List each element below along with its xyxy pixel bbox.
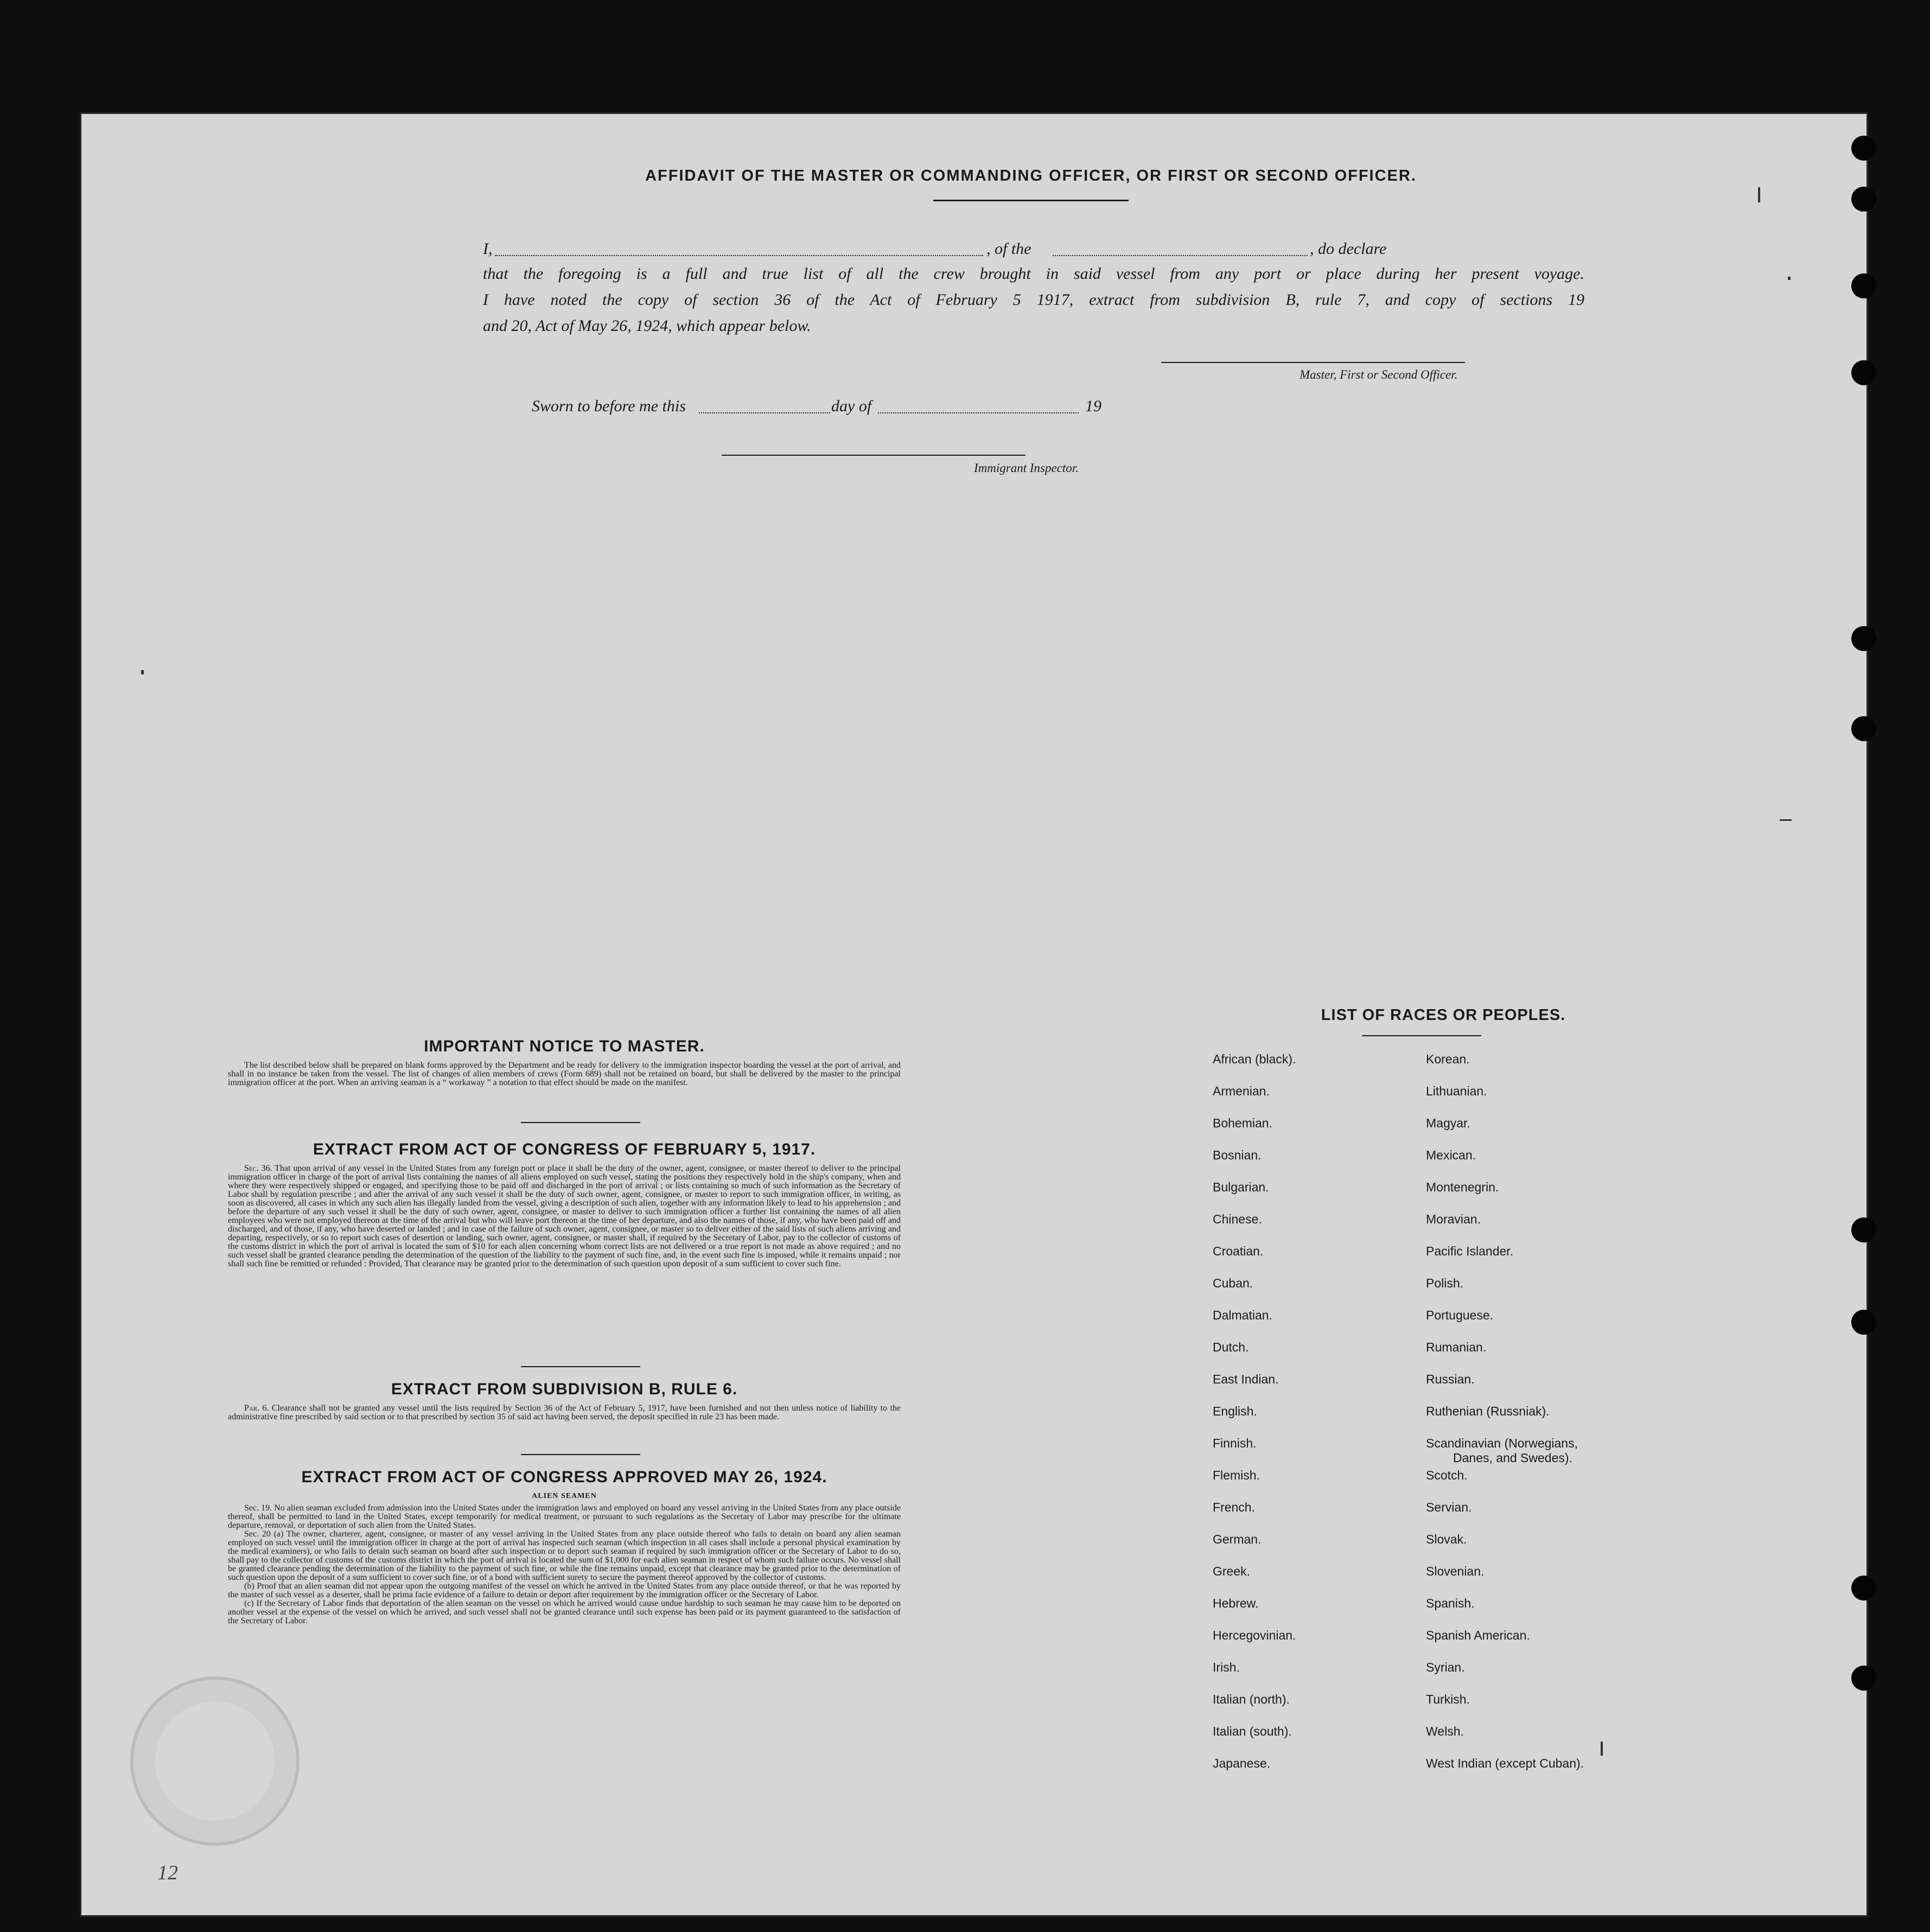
- section-divider: [521, 1454, 640, 1455]
- extract-1924-text: [228, 1504, 901, 1625]
- sworn-label: Sworn to before me this: [532, 397, 686, 415]
- race-item: Pacific Islander.: [1426, 1244, 1514, 1258]
- race-item: Turkish.: [1426, 1692, 1470, 1706]
- extract-rule-title: EXTRACT FROM SUBDIVISION B, RULE 6.: [391, 1380, 738, 1398]
- race-item: Portuguese.: [1426, 1308, 1494, 1322]
- day-of-label: day of: [831, 397, 872, 415]
- extract-1917-section-label: Sec. 36.: [244, 1164, 272, 1173]
- declarant-name-line: [495, 255, 983, 256]
- race-item: Rumanian.: [1426, 1340, 1487, 1354]
- section-20c-paragraph: (c) If the Secretary of Labor finds that deportation of the alien seaman on the vessel on which he arrived would cause undue hardship to such seaman he may cause him to be deported on another vessel at the expense of the vessel on which he arrived, and such vessel shall not be granted clearance until such expense has been paid or its payment guaranteed to the satisfaction of the Secretary of Labor.: [228, 1599, 901, 1625]
- race-item: Korean.: [1426, 1052, 1470, 1066]
- punch-hole: [1851, 360, 1876, 385]
- race-item: Chinese.: [1213, 1212, 1262, 1226]
- extract-1917-text: [228, 1164, 901, 1268]
- extract-rule-par-label: Par. 6.: [244, 1404, 269, 1413]
- race-item: Bulgarian.: [1213, 1180, 1269, 1194]
- punch-hole: [1851, 716, 1876, 741]
- race-item: Polish.: [1426, 1276, 1464, 1290]
- extract-1917-paragraph: [228, 1164, 901, 1268]
- race-item: Hercegovinian.: [1213, 1628, 1296, 1642]
- extract-1917-title: EXTRACT FROM ACT OF CONGRESS OF FEBRUARY 5, 1917.: [313, 1140, 816, 1158]
- race-item: Hebrew.: [1213, 1596, 1259, 1610]
- scan-speck: [1780, 819, 1792, 821]
- race-item: Armenian.: [1213, 1084, 1270, 1098]
- races-title-underline: [1362, 1035, 1481, 1036]
- race-item: Spanish American.: [1426, 1628, 1530, 1642]
- race-item: English.: [1213, 1404, 1257, 1418]
- extract-rule-paragraph: [228, 1404, 901, 1421]
- scan-speck: [1758, 187, 1760, 202]
- extract-1917-body: That upon arrival of any vessel in the United States from any foreign port or place it shall be the duty of the owner, agent, consignee, or master thereof to deliver to the principal immigration officer in charge of the port of arrival lists containing the names of all aliens employed on such vessel, stating the positions they respectively hold in the ship's company, when and where they were respectively shipped or engaged, and specifying those to be paid off and discharged in the port of arrival ; or lists containing so much of such information as the Secretary of Labor shall by regulation prescribe ; and after the arrival of any such vessel it shall be the duty of such owner, agent, consignee, or master to report to such immigration officer, in writing, as soon as discovered, all cases in which any such alien has illegally landed from the vessel, giving a description of such alien, together with any information likely to lead to his apprehension ; and before the departure of any such vessel it shall be the duty of such owner, agent, consignee, or master to deliver to such immigration officer a further list containing the names of all alien employees who were not employed thereon at the time of the arrival but who will leave port thereon at the time of her departure, and also the names of those, if any, who have been paid off and discharged, and of those, if any, who have deserted or landed ; and in case of the failure of such owner, agent, consignee, or master so to deliver either of the said lists of such aliens arriving and departing, respectively, or so to report such cases of desertion or landing, such owner, agent, consignee, or master shall, if required by the Secretary of Labor, pay to the collector of customs of the customs district in which the port of arrival is located the sum of $10 for each alien concerning whom correct lists are not delivered or a true report is not made as above required ; and no such vessel shall be granted clearance pending the determination of the question of the liability to the payment of such fine, and, in the event such fine is imposed, while it remains unpaid ; nor shall such fine be remitted or refunded : Provided, That clearance may be granted prior to the determination of such question upon deposit of a sum sufficient to cover such fine.: [228, 1164, 901, 1268]
- race-item-continuation: Danes, and Swedes).: [1453, 1451, 1572, 1465]
- punch-hole: [1851, 136, 1876, 161]
- race-item: African (black).: [1213, 1052, 1296, 1066]
- section-divider: [521, 1366, 640, 1367]
- notice-text: [228, 1061, 901, 1087]
- race-item: Croatian.: [1213, 1244, 1264, 1258]
- punch-hole: [1851, 187, 1876, 212]
- races-left-column: [1213, 1051, 1408, 1920]
- do-declare-label: , do declare: [1310, 240, 1387, 258]
- race-item: German.: [1213, 1532, 1262, 1546]
- section-19-paragraph: Sec. 19. No alien seaman excluded from admission into the United States under the immigration laws and employed on board any vessel arriving in the United States from any place outside thereof, shall be permitted to land in the United States, except temporarily for medical treatment, or pursuant to such regulations as the Secretary of Labor may prescribe for the ultimate departure, removal, or deportation of such alien from the United States.: [228, 1503, 901, 1530]
- race-item: Servian.: [1426, 1500, 1472, 1514]
- sworn-line: [532, 397, 1129, 419]
- scan-speck: [1601, 1742, 1603, 1756]
- race-item: East Indian.: [1213, 1372, 1279, 1386]
- race-item: Flemish.: [1213, 1468, 1260, 1482]
- race-item: Finnish.: [1213, 1436, 1257, 1450]
- race-item: Dutch.: [1213, 1340, 1249, 1354]
- master-signature-line: [1161, 362, 1465, 363]
- race-item: Moravian.: [1426, 1212, 1481, 1226]
- race-item: Scotch.: [1426, 1468, 1468, 1482]
- extract-rule-body: Clearance shall not be granted any vessel until the lists required by Section 36 of the Act of February 5, 1917, have been furnished and not then unless notice of liability to the administrative fine prescribed by said section or to that prescribed by section 35 of said act having been served, the deposit specified in rule 23 has been made.: [228, 1404, 901, 1421]
- race-item: Irish.: [1213, 1660, 1240, 1674]
- extract-1924-subtitle: ALIEN SEAMEN: [532, 1492, 597, 1500]
- race-item: Lithuanian.: [1426, 1084, 1487, 1098]
- embossed-seal: [130, 1676, 300, 1846]
- punch-hole: [1851, 626, 1876, 651]
- inspector-signature-label: Immigrant Inspector.: [974, 461, 1079, 475]
- race-item: Syrian.: [1426, 1660, 1465, 1674]
- extract-rule-text: [228, 1404, 901, 1421]
- scan-speck: [141, 670, 144, 674]
- punch-hole: [1851, 1576, 1876, 1601]
- declaration-line-3: I have noted the copy of section 36 of the Act of February 5 1917, extract from subdivision B, rule 7, and copy of sections 19: [483, 291, 1584, 309]
- punch-hole: [1851, 273, 1876, 298]
- declarant-prefix: I,: [483, 240, 493, 258]
- section-divider: [521, 1122, 640, 1123]
- document-page: [81, 114, 1867, 1915]
- master-signature-label: Master, First or Second Officer.: [1300, 368, 1458, 381]
- section-20b-paragraph: (b) Proof that an alien seaman did not appear upon the outgoing manifest of the vessel on which he arrived in the United States from any place outside thereof, or that he was reported by the master of such vessel as a deserter, shall be prima facie evidence of a failure to detain or deport after requirement by the immigration officer or the Secretary of Labor.: [228, 1582, 901, 1599]
- race-item: Dalmatian.: [1213, 1308, 1272, 1322]
- race-item: Cuban.: [1213, 1276, 1253, 1290]
- race-item: Welsh.: [1426, 1724, 1464, 1738]
- affidavit-title: AFFIDAVIT OF THE MASTER OR COMMANDING OFFICER, OR FIRST OR SECOND OFFICER.: [645, 167, 1417, 184]
- race-item: Italian (south).: [1213, 1724, 1292, 1738]
- race-item: Magyar.: [1426, 1116, 1470, 1130]
- race-item: Slovak.: [1426, 1532, 1467, 1546]
- race-item: Mexican.: [1426, 1148, 1476, 1162]
- declaration-line-2: that the foregoing is a full and true list of all the crew brought in said vessel from any port or place during her present voyage.: [483, 265, 1584, 283]
- race-item: Scandinavian (Norwegians,: [1426, 1436, 1578, 1450]
- section-20a-paragraph: Sec. 20 (a) The owner, charterer, agent, consignee, or master of any vessel arriving in the United States from any place outside thereof who fails to detain on board any alien seaman employed on such vessel until the immigration officer in charge at the port of arrival has inspected such seaman (which inspection in all cases shall include a personal physical examination by the medical examiners), or who fails to detain such seaman on board after such inspection or to deport such seaman if required by such immigration officer or the Secretary of Labor to do so, shall pay to the collector of customs of the customs district in which the port of arrival is located the sum of $1,000 for each alien seaman in respect of whom such failure occurs. No vessel shall be granted clearance pending the determination of the liability to the payment of such fine, or while the fine remains unpaid, except that clearance may be granted prior to the determination of such question upon the deposit of a sum sufficient to cover such fine, or of a bond with sufficient surety to secure the payment thereof approved by the collector of customs.: [228, 1529, 901, 1582]
- of-the-label: , of the: [986, 240, 1031, 258]
- scan-speck: [1788, 277, 1791, 280]
- notice-paragraph: The list described below shall be prepared on blank forms approved by the Department and be ready for delivery to the immigration inspector boarding the vessel at the port of arrival, and shall in no instance be taken from the vessel. The list of changes of alien members of crews (Form 689) shall not be retained on board, but shall be delivered by the master to the principal immigration officer at the port. When an arriving seaman is a “ workaway ” a notation to that effect should be made on the manifest.: [228, 1061, 901, 1087]
- race-item: French.: [1213, 1500, 1255, 1514]
- sworn-month-line: [878, 412, 1079, 413]
- notice-title: IMPORTANT NOTICE TO MASTER.: [424, 1037, 705, 1055]
- sworn-day-line: [699, 412, 830, 413]
- race-item: Greek.: [1213, 1564, 1251, 1578]
- race-item: Spanish.: [1426, 1596, 1475, 1610]
- inspector-signature-line: [722, 455, 1025, 456]
- year-label: 19: [1085, 397, 1101, 415]
- races-title: LIST OF RACES OR PEOPLES.: [1321, 1006, 1566, 1024]
- race-item: Japanese.: [1213, 1756, 1271, 1770]
- race-item: Slovenian.: [1426, 1564, 1485, 1578]
- punch-hole: [1851, 1666, 1876, 1691]
- declaration-line-4: and 20, Act of May 26, 1924, which appear below.: [483, 317, 811, 335]
- declaration-line-1: [483, 240, 1584, 262]
- punch-hole: [1851, 1217, 1876, 1242]
- race-item: West Indian (except Cuban).: [1426, 1756, 1584, 1770]
- title-underline: [933, 200, 1129, 201]
- punch-hole: [1851, 1310, 1876, 1335]
- race-item: Bosnian.: [1213, 1148, 1262, 1162]
- races-right-column: [1426, 1051, 1676, 1920]
- race-item: Bohemian.: [1213, 1116, 1272, 1130]
- race-item: Ruthenian (Russniak).: [1426, 1404, 1550, 1418]
- extract-1924-title: EXTRACT FROM ACT OF CONGRESS APPROVED MAY 26, 1924.: [301, 1468, 827, 1486]
- race-item: Russian.: [1426, 1372, 1475, 1386]
- race-item: Montenegrin.: [1426, 1180, 1499, 1194]
- margin-handwritten-note: 12: [157, 1861, 178, 1884]
- race-item: Italian (north).: [1213, 1692, 1290, 1706]
- vessel-name-line: [1053, 255, 1308, 256]
